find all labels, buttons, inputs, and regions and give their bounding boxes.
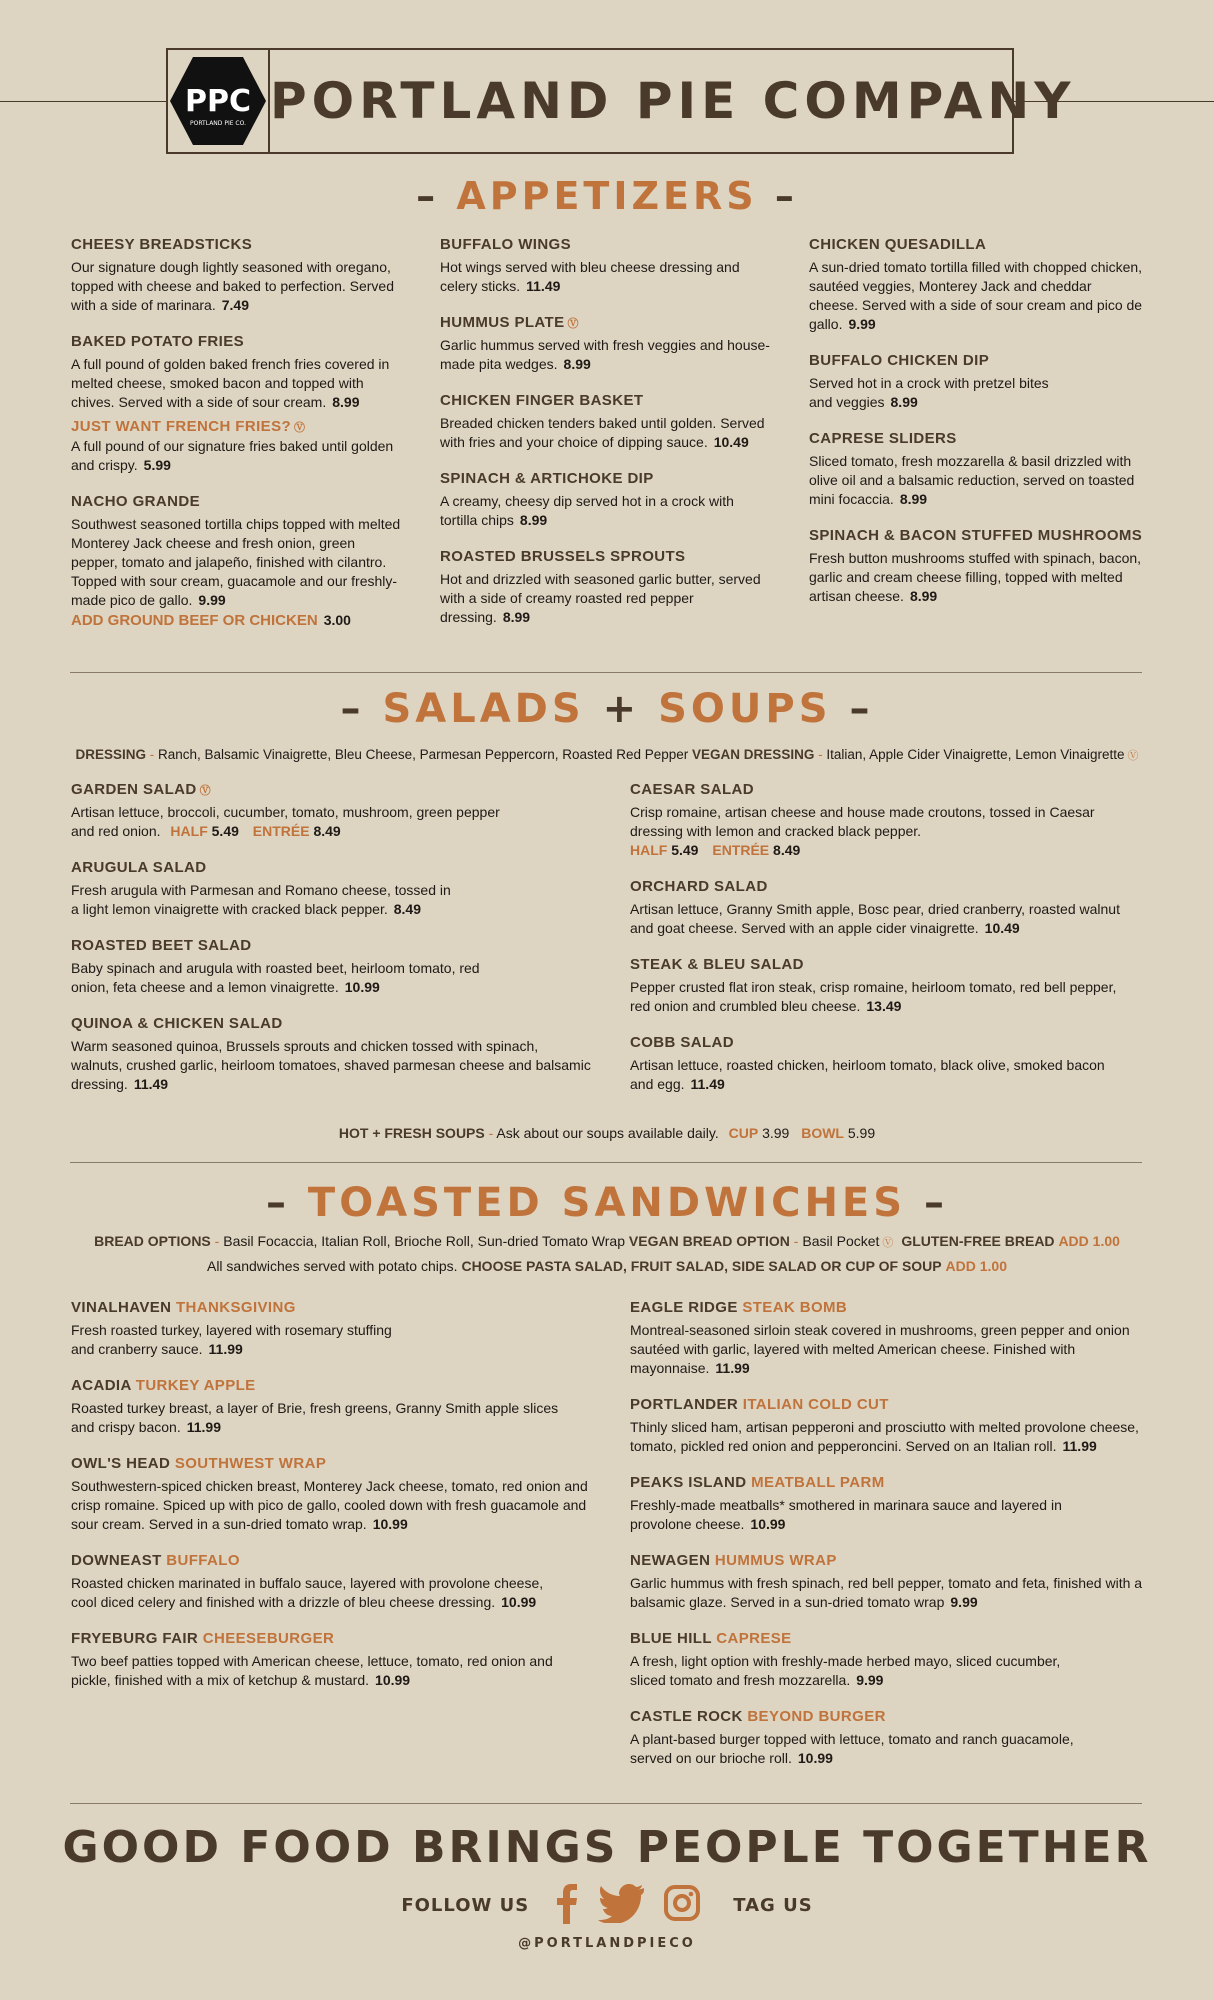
salads-col-2 bbox=[630, 781, 1145, 1112]
header-rule-left bbox=[0, 101, 166, 102]
social-handle[interactable]: @PORTLANDPIECO bbox=[518, 1936, 696, 1951]
menu-item: CHICKEN QUESADILLA A sun-dried tomato tortilla filled with chopped chicken, sautéed veggies, Monterey Jack and cheddar cheese. Served with a side of sour cream and pico de gallo. 9.99 bbox=[809, 236, 1143, 332]
menu-item: OWL'S HEAD SOUTHWEST WRAP Southwestern-spiced chicken breast, Monterey Jack cheese, tomato, red onion and crisp romaine. Spiced up with pico de gallo, cooled down with fresh guacamole and sour cream. Served in a sun-dried tomato wrap. 10.99 bbox=[71, 1455, 588, 1532]
social-row bbox=[0, 1882, 1214, 1929]
appetizers-col-1 bbox=[71, 236, 401, 629]
appetizers-title: – APPETIZERS – bbox=[416, 174, 798, 218]
menu-item: STEAK & BLEU SALAD Pepper crusted flat iron steak, crisp romaine, heirloom tomato, red bell pepper, red onion and crumbled bleu cheese. 13.49 bbox=[630, 956, 1117, 1014]
menu-item: BUFFALO WINGS Hot wings served with bleu cheese dressing and celery sticks. 11.49 bbox=[440, 236, 740, 294]
menu-item: PORTLANDER ITALIAN COLD CUT Thinly sliced ham, artisan pepperoni and prosciutto with melted provolone cheese, tomato, pickled red onion and pepperoncini. Served on an Italian roll. 11.99 bbox=[630, 1396, 1139, 1454]
menu-item: NEWAGEN HUMMUS WRAP Garlic hummus with fresh spinach, red bell pepper, tomato and feta, finished with a balsamic glaze. Served in a sun-dried tomato wrap 9.99 bbox=[630, 1552, 1143, 1610]
menu-item: ACADIA TURKEY APPLE Roasted turkey breast, a layer of Brie, fresh greens, Granny Smith apple slices and crispy bacon. 11.99 bbox=[71, 1377, 559, 1435]
menu-item: ROASTED BRUSSELS SPROUTS Hot and drizzled with seasoned garlic butter, served with a side of creamy roasted red pepper dressing. 8.99 bbox=[440, 548, 761, 625]
menu-item: GARDEN SALAD Ⓥ Artisan lettuce, broccoli, cucumber, tomato, mushroom, green pepper and red onion. HALF 5.49 ENTRÉE 8.49 bbox=[71, 781, 500, 839]
sides-line: All sandwiches served with potato chips. CHOOSE PASTA SALAD, FRUIT SALAD, SIDE SALAD OR CUP OF SOUP ADD 1.00 bbox=[206, 1258, 1007, 1274]
menu-item: CHICKEN FINGER BASKET Breaded chicken tenders baked until golden. Served with fries and your choice of dipping sauce. 10.49 bbox=[440, 392, 765, 450]
facebook-icon[interactable] bbox=[553, 1882, 579, 1929]
appetizers-col-2 bbox=[440, 236, 770, 645]
menu-item: SPINACH & BACON STUFFED MUSHROOMS Fresh button mushrooms stuffed with spinach, bacon, garlic and cream cheese filling, topped with melted artisan cheese. 8.99 bbox=[809, 527, 1143, 604]
sandwiches-col-1 bbox=[71, 1299, 591, 1708]
header bbox=[166, 48, 1076, 154]
sandwiches-col-2 bbox=[630, 1299, 1145, 1786]
menu-item: VINALHAVEN THANKSGIVING Fresh roasted turkey, layered with rosemary stuffing and cranberry sauce. 11.99 bbox=[71, 1299, 392, 1357]
divider bbox=[70, 1803, 1142, 1804]
menu-item: CHEESY BREADSTICKS Our signature dough lightly seasoned with oregano, topped with cheese and baked to perfection. Served with a side of marinara. 7.49 bbox=[71, 236, 394, 313]
logo-hexagon bbox=[168, 55, 268, 147]
sandwiches-title: – TOASTED SANDWICHES – bbox=[265, 1180, 948, 1226]
menu-item: COBB SALAD Artisan lettuce, roasted chicken, heirloom tomato, black olive, smoked bacon and egg. 11.49 bbox=[630, 1034, 1105, 1092]
vegan-icon: Ⓥ bbox=[199, 785, 212, 797]
appetizers-col-3 bbox=[809, 236, 1144, 624]
logo-subtext: PORTLAND PIE CO. bbox=[189, 120, 247, 127]
vegan-icon: Ⓥ bbox=[1127, 750, 1139, 762]
tag-us-label: TAG US bbox=[733, 1895, 813, 1916]
menu-item: ORCHARD SALAD Artisan lettuce, Granny Smith apple, Bosc pear, dried cranberry, roasted walnut and goat cheese. Served with an apple cider vinaigrette. 10.49 bbox=[630, 878, 1120, 936]
menu-item: SPINACH & ARTICHOKE DIP A creamy, cheesy dip served hot in a crock with tortilla chips 8.99 bbox=[440, 470, 734, 528]
twitter-icon[interactable] bbox=[597, 1883, 645, 1928]
dressing-line: DRESSING - Ranch, Balsamic Vinaigrette, Bleu Cheese, Parmesan Peppercorn, Roasted Red Pepper VEGAN DRESSING - Italian, Apple Cider Vinaigrette, Lemon Vinaigrette Ⓥ bbox=[75, 747, 1139, 762]
menu-item: PEAKS ISLAND MEATBALL PARM Freshly-made meatballs* smothered in marinara sauce and layered in provolone cheese. 10.99 bbox=[630, 1474, 1062, 1532]
menu-item: ROASTED BEET SALAD Baby spinach and arugula with roasted beet, heirloom tomato, red onion, feta cheese and a lemon vinaigrette. 10.99 bbox=[71, 937, 480, 995]
add-on: ADD GROUND BEEF OR CHICKEN 3.00 bbox=[71, 612, 351, 629]
vegan-icon: Ⓥ bbox=[294, 422, 306, 434]
soups-line: HOT + FRESH SOUPS - Ask about our soups available daily. CUP 3.99 BOWL 5.99 bbox=[338, 1125, 876, 1141]
follow-us-label: FOLLOW US bbox=[401, 1895, 530, 1916]
menu-item: QUINOA & CHICKEN SALAD Warm seasoned quinoa, Brussels sprouts and chicken tossed with spinach, walnuts, crushed garlic, heirloom tomatoes, shaved parmesan cheese and balsamic dressing. 11.49 bbox=[71, 1015, 591, 1092]
vegan-icon: Ⓥ bbox=[567, 318, 579, 330]
logo-text: PPC bbox=[185, 84, 251, 119]
page-title: PORTLAND PIE COMPANY bbox=[270, 72, 1076, 130]
footer-tagline: GOOD FOOD BRINGS PEOPLE TOGETHER bbox=[62, 1822, 1152, 1873]
menu-item: DOWNEAST BUFFALO Roasted chicken marinated in buffalo sauce, layered with provolone cheese, cool diced celery and finished with a drizzle of bleu cheese dressing. 10.99 bbox=[71, 1552, 544, 1610]
menu-item: CAESAR SALAD Crisp romaine, artisan cheese and house made croutons, tossed in Caesar dressing with lemon and cracked black pepper. HALF 5.49 ENTRÉE 8.49 bbox=[630, 781, 1095, 858]
menu-item: CASTLE ROCK BEYOND BURGER A plant-based burger topped with lettuce, tomato and ranch guacamole, served on our brioche roll. 10.99 bbox=[630, 1708, 1074, 1766]
salads-title: – SALADS + SOUPS – bbox=[340, 686, 874, 732]
menu-item: NACHO GRANDE Southwest seasoned tortilla chips topped with melted Monterey Jack cheese and fresh onion, green pepper, tomato and jalapeño, finished with cilantro. Topped with sour cream, guacamole and our freshly-made pico de gallo. 9.99 bbox=[71, 493, 401, 608]
menu-item: CAPRESE SLIDERS Sliced tomato, fresh mozzarella & basil drizzled with olive oil and a balsamic reduction, served on toasted mini focaccia. 8.99 bbox=[809, 430, 1135, 507]
salads-col-1 bbox=[71, 781, 591, 1112]
menu-item: ARUGULA SALAD Fresh arugula with Parmesan and Romano cheese, tossed in a light lemon vinaigrette with cracked black pepper. 8.49 bbox=[71, 859, 451, 917]
menu-item: FRYEBURG FAIR CHEESEBURGER Two beef patties topped with American cheese, lettuce, tomato, red onion and pickle, finished with a mix of ketchup & mustard. 10.99 bbox=[71, 1630, 553, 1688]
divider bbox=[70, 1162, 1142, 1163]
divider bbox=[70, 672, 1142, 673]
menu-item: BUFFALO CHICKEN DIP Served hot in a crock with pretzel bites and veggies 8.99 bbox=[809, 352, 1049, 410]
menu-item: BLUE HILL CAPRESE A fresh, light option with freshly-made herbed mayo, sliced cucumber, sliced tomato and fresh mozzarella. 9.99 bbox=[630, 1630, 1061, 1688]
menu-item: BAKED POTATO FRIES A full pound of golden baked french fries covered in melted cheese, smoked bacon and topped with chives. Served with a side of sour cream. 8.99 bbox=[71, 333, 390, 410]
menu-item: JUST WANT FRENCH FRIES? Ⓥ A full pound of our signature fries baked until golden and crispy. 5.99 bbox=[71, 418, 394, 473]
menu-item: EAGLE RIDGE STEAK BOMB Montreal-seasoned sirloin steak covered in mushrooms, green pepper and onion sautéed with garlic, layered with melted American cheese. Finished with mayonnaise. 11.99 bbox=[630, 1299, 1130, 1376]
bread-options-line: BREAD OPTIONS - Basil Focaccia, Italian Roll, Brioche Roll, Sun-dried Tomato Wrap VEGAN BREAD OPTION - Basil Pocket Ⓥ GLUTEN-FREE BREAD ADD 1.00 bbox=[94, 1233, 1120, 1249]
menu-item: HUMMUS PLATE Ⓥ Garlic hummus served with fresh veggies and house-made pita wedges. 8.99 bbox=[440, 314, 770, 372]
logo bbox=[168, 50, 270, 152]
instagram-icon[interactable] bbox=[663, 1884, 701, 1927]
vegan-icon: Ⓥ bbox=[882, 1237, 894, 1249]
